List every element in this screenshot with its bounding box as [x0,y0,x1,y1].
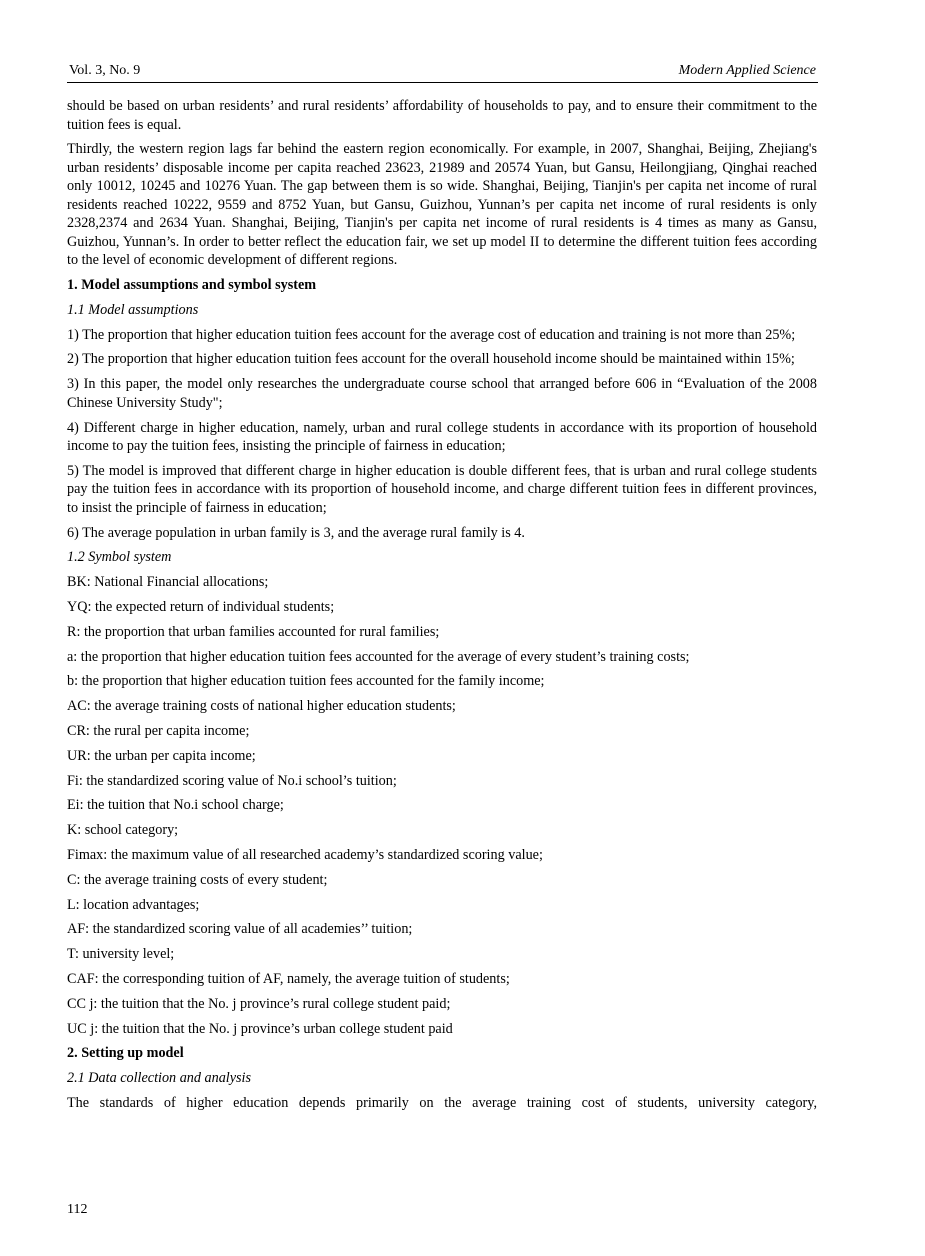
assumption-item: 3) In this paper, the model only researches the undergraduate course school that arranged before 606 in “Evaluation of the 2008 Chinese University Study"; [67,376,817,411]
symbol-item: AF: the standardized scoring value of all academies’’ tuition; [67,921,413,938]
symbol-item: UR: the urban per capita income; [67,747,256,764]
subsection-heading-1-1: 1.1 Model assumptions [67,301,199,318]
symbol-item: T: university level; [67,946,175,963]
assumption-item: 6) The average population in urban family is 3, and the average rural family is 4. [67,524,525,541]
symbol-item: C: the average training costs of every student; [67,871,328,888]
subsection-heading-2-1: 2.1 Data collection and analysis [67,1070,252,1087]
symbol-item: L: location advantages; [67,896,200,913]
symbol-item: Ei: the tuition that No.i school charge; [67,797,284,814]
symbol-item: BK: National Financial allocations; [67,574,269,591]
running-header [67,62,818,83]
symbol-item: YQ: the expected return of individual students; [67,599,335,616]
symbol-item: R: the proportion that urban families accounted for rural families; [67,623,440,640]
symbol-item: b: the proportion that higher education tuition fees accounted for the family income; [67,673,545,690]
symbol-item: CAF: the corresponding tuition of AF, namely, the average tuition of students; [67,971,510,988]
assumption-item: 1) The proportion that higher education tuition fees account for the average cost of education and training is not more than 25%; [67,326,796,343]
paragraph-continuation: should be based on urban residents’ and rural residents’ affordability of households to pay, and to ensure their commitment to the tuition fees is equal. [67,98,817,133]
symbol-item: CC j: the tuition that the No. j province’s rural college student paid; [67,995,451,1012]
subsection-heading-1-2: 1.2 Symbol system [67,549,172,566]
symbol-item: AC: the average training costs of national higher education students; [67,698,456,715]
section-heading-2: 2. Setting up model [67,1045,184,1062]
symbol-item: K: school category; [67,822,179,839]
section-heading-1: 1. Model assumptions and symbol system [67,277,317,294]
assumption-item: 4) Different charge in higher education, namely, urban and rural college students in accordance with its proportion of household income to pay the tuition fees, insisting the principle of fairness in education; [67,419,817,455]
paragraph-data-collection: The standards of higher education depends primarily on the average training cost of students, university category, [67,1095,817,1111]
page-body [67,97,817,1119]
assumption-item: 5) The model is improved that different charge in higher education is double different fees, that is urban and rural college students pay the tuition fees in accordance with its proportion of household income, and charge different tuition fees in different provinces, to insist the principle of fairness in education; [67,462,817,516]
symbol-item: a: the proportion that higher education tuition fees accounted for the average of every student’s training costs; [67,648,690,665]
assumption-item: 2) The proportion that higher education tuition fees account for the overall household income should be maintained within 15%; [67,351,795,368]
journal-title: Modern Applied Science [678,63,816,78]
page-number: 112 [67,1202,88,1217]
symbol-item: Fimax: the maximum value of all researched academy’s standardized scoring value; [67,847,543,864]
symbol-item: UC j: the tuition that the No. j province’s urban college student paid [67,1020,453,1037]
symbol-item: Fi: the standardized scoring value of No.i school’s tuition; [67,772,397,789]
paragraph-thirdly: Thirdly, the western region lags far behind the eastern region economically. For example, in 2007, Shanghai, Beijing, Zhejiang's urban residents’ disposable income per capita reached 23623, 21989 and 20574 Yuan, but Gansu, Heilongjiang, Qinghai reached only 10012, 10245 and 10276 Yuan. The gap between them is so wide. Shanghai, Beijing, Tianjin's per capita net income of rural residents reached 10222, 9559 and 8752 Yuan, but Gansu, Guizhou, Yunnan’s per capita net income of rural residents is only 2328,2374 and 2634 Yuan. Shanghai, Beijing, Tianjin's per capita net income of rural residents is 4 times as many as Gansu, Guizhou, Yunnan’s. In order to better reflect the education fair, we set up model II to determine the different tuition fees according to the level of economic development of different regions. [67,141,817,269]
symbol-item: CR: the rural per capita income; [67,723,250,740]
journal-volume: Vol. 3, No. 9 [69,63,141,78]
